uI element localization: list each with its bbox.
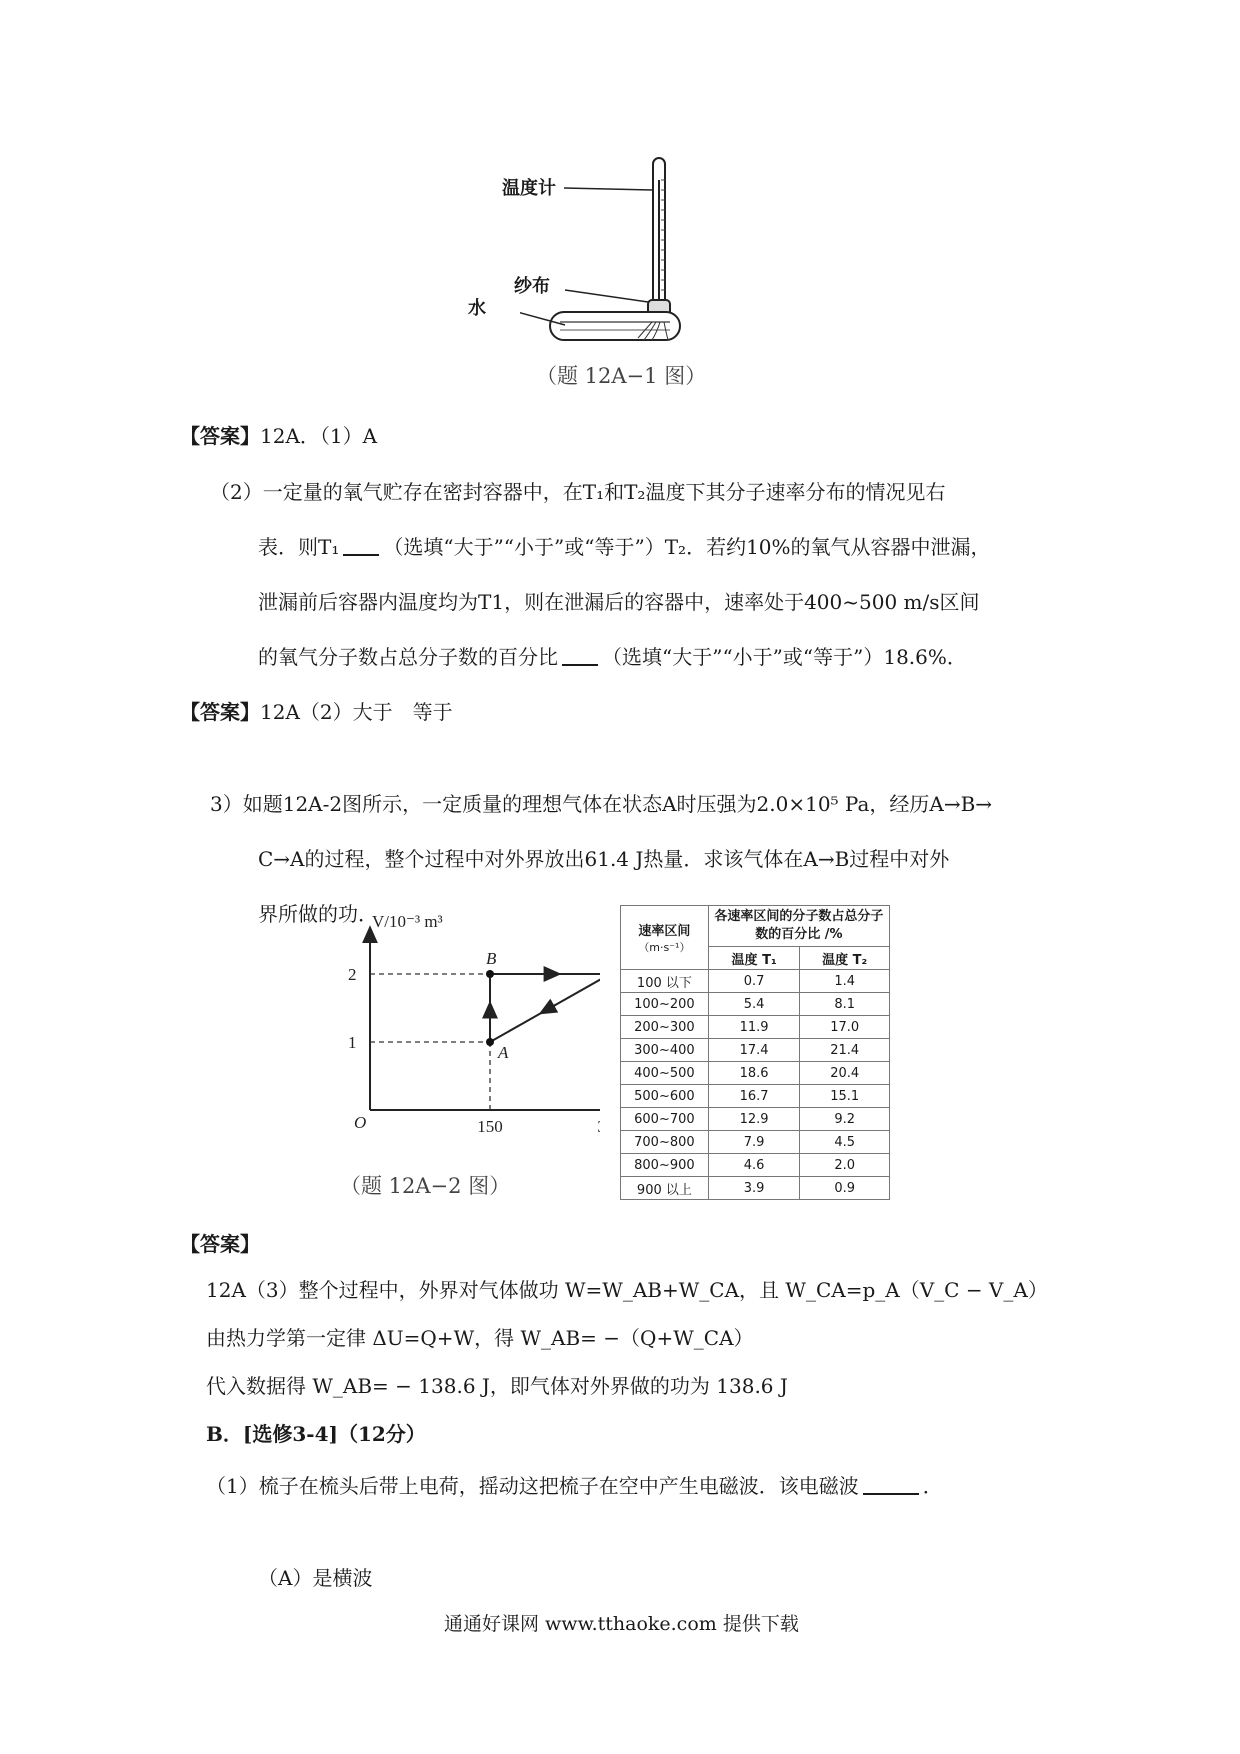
table-cell: 0.9 bbox=[800, 1177, 890, 1200]
table-cell: 4.6 bbox=[708, 1154, 800, 1177]
table-cell: 600~700 bbox=[621, 1108, 709, 1131]
figure-12a-1 bbox=[468, 150, 760, 400]
table-cell: 17.0 bbox=[800, 1016, 890, 1039]
answer-1-prefix: 【答案】 bbox=[180, 424, 260, 448]
figure-12a-2 bbox=[340, 915, 600, 1215]
q3-line-2: C→A的过程，整个过程中对外界放出61.4 J热量．求该气体在A→B过程中对外 bbox=[258, 847, 950, 871]
q2-line-1: （2）一定量的氧气贮存在密封容器中，在T₁和T₂温度下其分子速率分布的情况见右 bbox=[210, 480, 946, 504]
q2-line-2-a: 表．则T₁ bbox=[258, 535, 340, 559]
footer-text: 通通好课网 www.tthaoke.com 提供下载 bbox=[444, 1613, 799, 1635]
table-cell: 18.6 bbox=[708, 1062, 800, 1085]
table-head-group: 各速率区间的分子数占总分子数的百分比 /% bbox=[708, 906, 889, 947]
table-cell: 300~400 bbox=[621, 1039, 709, 1062]
q2-line-2 bbox=[258, 533, 991, 561]
table-cell: 5.4 bbox=[708, 993, 800, 1016]
table-cell: 1.4 bbox=[800, 970, 890, 993]
x-tick-label bbox=[597, 1117, 600, 1136]
table-cell: 9.2 bbox=[800, 1108, 890, 1131]
section-b-q1-end: ． bbox=[922, 1474, 943, 1498]
figure-2-caption: （题 12A−2 图） bbox=[340, 1174, 511, 1198]
table-row bbox=[621, 993, 890, 1016]
table-head-t1: 温度 T₁ bbox=[708, 947, 800, 970]
table-row bbox=[621, 1039, 890, 1062]
table-cell: 3.9 bbox=[708, 1177, 800, 1200]
table-row bbox=[621, 970, 890, 993]
x-tick-label: 150 bbox=[477, 1117, 503, 1136]
table-cell: 800~900 bbox=[621, 1154, 709, 1177]
table-row bbox=[621, 1085, 890, 1108]
state-point bbox=[486, 1038, 494, 1046]
state-label: B bbox=[486, 949, 497, 968]
table-cell: 8.1 bbox=[800, 993, 890, 1016]
table-cell: 11.9 bbox=[708, 1016, 800, 1039]
y-tick-label: 2 bbox=[348, 965, 357, 984]
table-row bbox=[621, 1062, 890, 1085]
q2-line-4-b: （选填“大于”“小于”或“等于”）18.6%． bbox=[602, 645, 967, 669]
table-cell: 20.4 bbox=[800, 1062, 890, 1085]
answer-blank bbox=[343, 536, 379, 556]
table-cell: 15.1 bbox=[800, 1085, 890, 1108]
table-row bbox=[621, 1016, 890, 1039]
answer-2 bbox=[180, 698, 453, 726]
table-row bbox=[621, 1131, 890, 1154]
answer-3-line-1: 12A（3）整个过程中，外界对气体做功 W=W_AB+W_CA，且 W_CA=p_A（V_C − V_A） bbox=[206, 1278, 1048, 1302]
label-water: 水 bbox=[468, 298, 486, 319]
table-cell: 4.5 bbox=[800, 1131, 890, 1154]
table-cell: 400~500 bbox=[621, 1062, 709, 1085]
table-head-speed-unit: （m·s⁻¹） bbox=[638, 941, 691, 954]
table-head-speed bbox=[621, 906, 709, 970]
table-cell: 12.9 bbox=[708, 1108, 800, 1131]
figure-1-caption: （题 12A−1 图） bbox=[536, 364, 707, 388]
table-cell: 0.7 bbox=[708, 970, 800, 993]
answer-blank bbox=[863, 1475, 919, 1495]
table-cell: 100 以下 bbox=[621, 970, 709, 993]
table-cell: 900 以上 bbox=[621, 1177, 709, 1200]
answer-3-prefix: 【答案】 bbox=[180, 1232, 260, 1256]
table-cell: 7.9 bbox=[708, 1131, 800, 1154]
table-row bbox=[621, 1154, 890, 1177]
section-b-q1 bbox=[206, 1472, 943, 1500]
vt-chart bbox=[340, 915, 600, 1177]
table-body bbox=[621, 970, 890, 1200]
distribution-table bbox=[620, 905, 890, 1200]
label-thermometer: 温度计 bbox=[502, 178, 556, 199]
answer-1 bbox=[180, 422, 377, 450]
table-cell: 21.4 bbox=[800, 1039, 890, 1062]
q2-line-4 bbox=[258, 643, 967, 671]
answer-2-prefix: 【答案】 bbox=[180, 700, 260, 724]
answer-3-line-2: 由热力学第一定律 ΔU=Q+W，得 W_AB= −（Q+W_CA） bbox=[206, 1326, 754, 1350]
answer-3-line-3: 代入数据得 W_AB= − 138.6 J，即气体对外界做的功为 138.6 J bbox=[206, 1374, 788, 1398]
answer-blank bbox=[562, 646, 598, 666]
section-b-option-a: （A）是横波 bbox=[258, 1566, 373, 1590]
table-row bbox=[621, 1177, 890, 1200]
y-axis-label: V/10⁻³ m³ bbox=[372, 915, 443, 932]
answer-2-text: 12A（2）大于 等于 bbox=[260, 700, 453, 724]
table-cell: 200~300 bbox=[621, 1016, 709, 1039]
table-head-speed-label: 速率区间 bbox=[638, 924, 691, 939]
process-arrow bbox=[540, 1005, 556, 1014]
label-gauze: 纱布 bbox=[514, 276, 550, 297]
table-cell: 100~200 bbox=[621, 993, 709, 1016]
table-head-t2: 温度 T₂ bbox=[800, 947, 890, 970]
thermometer-figure bbox=[520, 150, 760, 350]
distribution-table-wrap bbox=[620, 905, 890, 1200]
state-label: A bbox=[498, 1043, 509, 1062]
q2-line-4-a: 的氧气分子数占总分子数的百分比 bbox=[258, 645, 558, 669]
y-tick-label: 1 bbox=[348, 1033, 357, 1052]
process-segment bbox=[490, 974, 600, 1042]
table-cell: 2.0 bbox=[800, 1154, 890, 1177]
state-point bbox=[486, 970, 494, 978]
answer-1-text: 12A．（1）A bbox=[260, 424, 378, 448]
q2-line-2-b: （选填“大于”“小于”或“等于”）T₂．若约10%的氧气从容器中泄漏， bbox=[383, 535, 991, 559]
section-b-q1-text: （1）梳子在梳头后带上电荷，摇动这把梳子在空中产生电磁波．该电磁波 bbox=[206, 1474, 859, 1498]
table-row bbox=[621, 1108, 890, 1131]
q3-line-3: 界所做的功． bbox=[258, 902, 378, 926]
table-cell: 700~800 bbox=[621, 1131, 709, 1154]
table-cell: 16.7 bbox=[708, 1085, 800, 1108]
q2-line-3: 泄漏前后容器内温度均为T1，则在泄漏后的容器中，速率处于400~500 m/s区间 bbox=[258, 590, 980, 614]
origin-label: O bbox=[354, 1113, 367, 1132]
q3-line-1: 3）如题12A-2图所示，一定质量的理想气体在状态A时压强为2.0×10⁵ Pa，经历A→B→ bbox=[210, 792, 993, 816]
table-cell: 17.4 bbox=[708, 1039, 800, 1062]
section-b-heading: B．[选修3-4]（12分） bbox=[206, 1422, 426, 1446]
table-cell: 500~600 bbox=[621, 1085, 709, 1108]
